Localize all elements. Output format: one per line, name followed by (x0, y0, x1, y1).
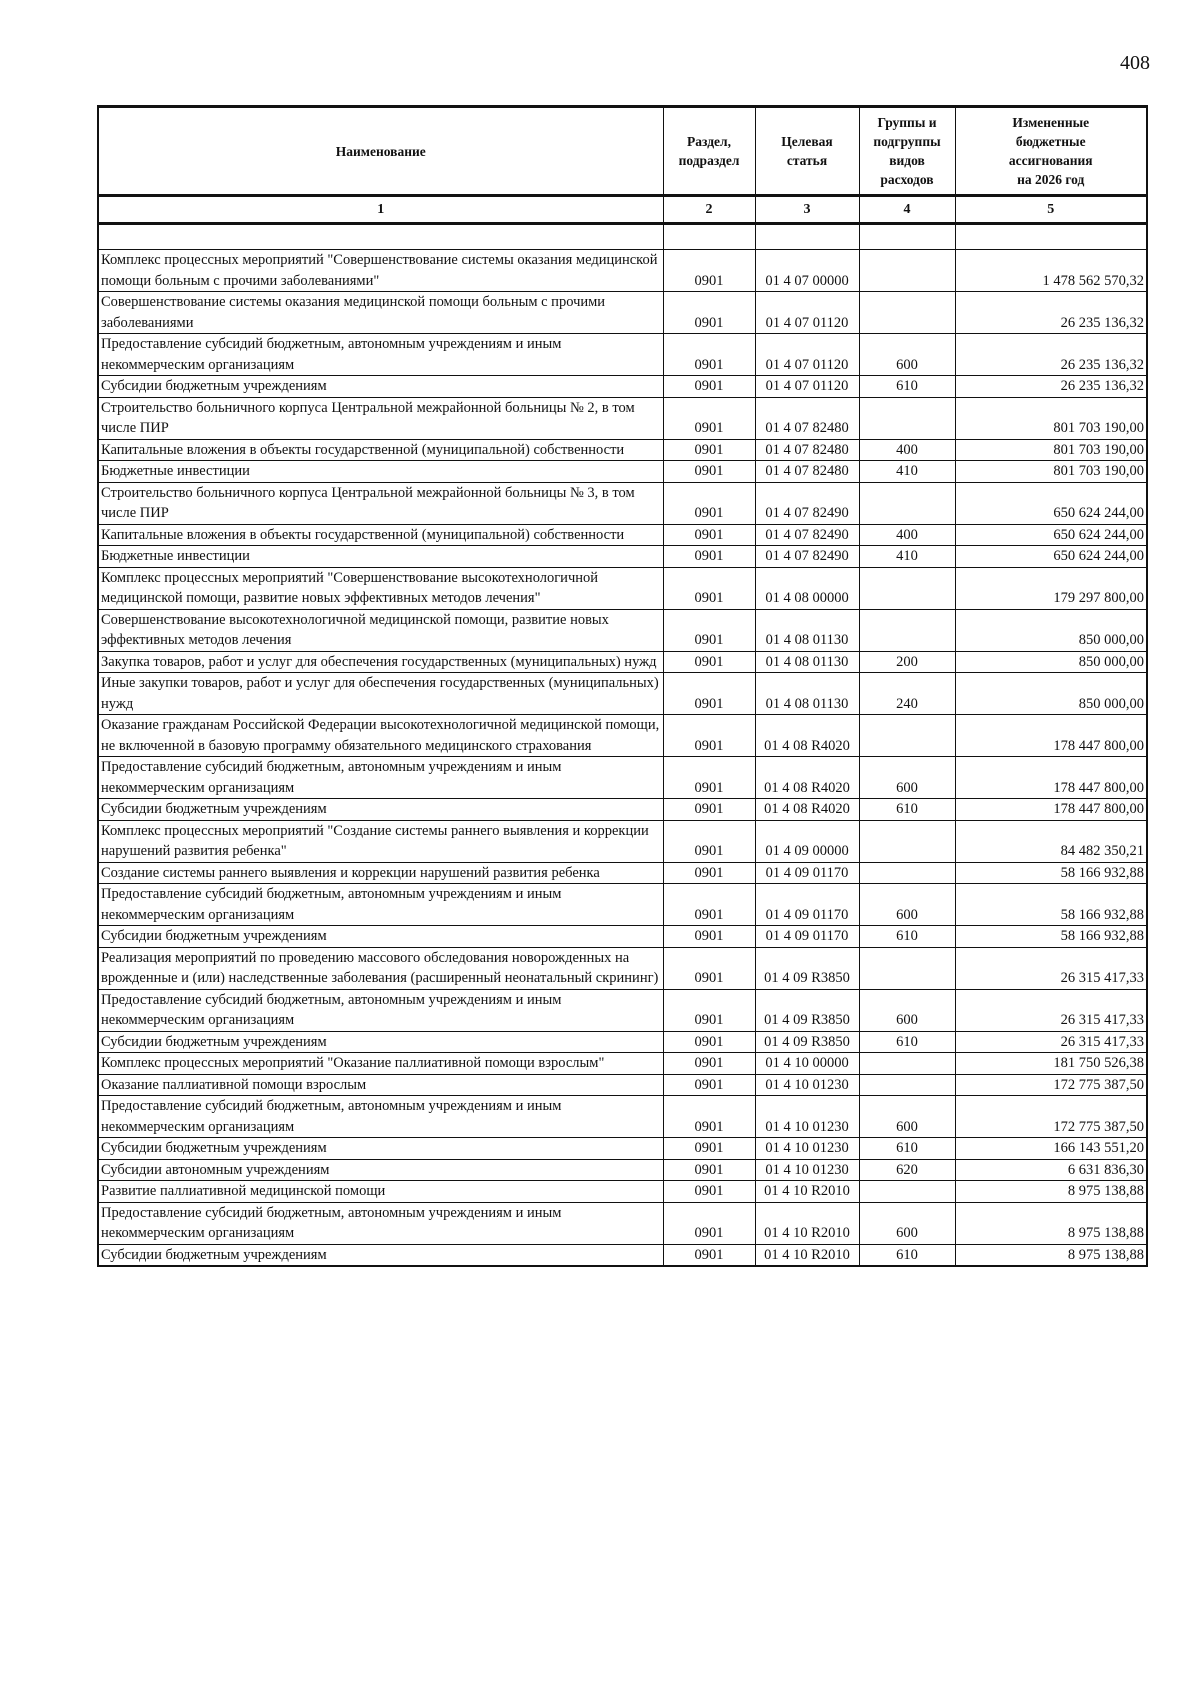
row-amount: 58 166 932,88 (955, 862, 1147, 884)
row-group (859, 1053, 955, 1075)
row-name: Предоставление субсидий бюджетным, автономным учреждениям и иным некоммерческим организациям (98, 884, 663, 926)
row-name: Комплекс процессных мероприятий "Оказание паллиативной помощи взрослым" (98, 1053, 663, 1075)
header-groups: Группы и подгруппы видов расходов (859, 107, 955, 196)
row-name: Оказание гражданам Российской Федерации высокотехнологичной медицинской помощи, не включенной в базовую программу обязательного медицинского страхования (98, 715, 663, 757)
column-number: 4 (859, 196, 955, 224)
row-name: Предоставление субсидий бюджетным, автономным учреждениям и иным некоммерческим организациям (98, 989, 663, 1031)
row-name: Закупка товаров, работ и услуг для обеспечения государственных (муниципальных) нужд (98, 651, 663, 673)
row-name: Реализация мероприятий по проведению массового обследования новорожденных на врожденные и (или) наследственные заболевания (расширенный неонатальный скрининг) (98, 947, 663, 989)
row-amount: 181 750 526,38 (955, 1053, 1147, 1075)
table-body (98, 224, 1147, 1267)
table-row (98, 799, 1147, 821)
row-group (859, 250, 955, 292)
row-amount: 26 235 136,32 (955, 292, 1147, 334)
row-target: 01 4 10 01230 (755, 1138, 859, 1160)
table-row (98, 1244, 1147, 1266)
spacer-row (98, 224, 1147, 250)
row-group (859, 715, 955, 757)
table-row (98, 250, 1147, 292)
row-section: 0901 (663, 989, 755, 1031)
row-target: 01 4 07 82490 (755, 482, 859, 524)
row-name: Субсидии бюджетным учреждениям (98, 926, 663, 948)
header-name: Наименование (98, 107, 663, 196)
row-target: 01 4 07 01120 (755, 292, 859, 334)
row-target: 01 4 07 01120 (755, 376, 859, 398)
row-target: 01 4 08 01130 (755, 651, 859, 673)
row-group: 600 (859, 1202, 955, 1244)
row-group: 610 (859, 926, 955, 948)
row-section: 0901 (663, 1053, 755, 1075)
row-name: Комплекс процессных мероприятий "Создание системы раннего выявления и коррекции нарушений развития ребенка" (98, 820, 663, 862)
row-name: Бюджетные инвестиции (98, 546, 663, 568)
column-number: 5 (955, 196, 1147, 224)
row-section: 0901 (663, 1096, 755, 1138)
table-row (98, 376, 1147, 398)
row-target: 01 4 10 R2010 (755, 1202, 859, 1244)
row-amount: 58 166 932,88 (955, 926, 1147, 948)
row-name: Оказание паллиативной помощи взрослым (98, 1074, 663, 1096)
table-row (98, 292, 1147, 334)
row-group: 610 (859, 799, 955, 821)
row-section: 0901 (663, 376, 755, 398)
row-target: 01 4 08 R4020 (755, 799, 859, 821)
row-name: Субсидии автономным учреждениям (98, 1159, 663, 1181)
row-amount: 650 624 244,00 (955, 524, 1147, 546)
row-name: Субсидии бюджетным учреждениям (98, 799, 663, 821)
row-section: 0901 (663, 799, 755, 821)
row-amount: 801 703 190,00 (955, 461, 1147, 483)
row-target: 01 4 10 R2010 (755, 1181, 859, 1203)
table-row (98, 609, 1147, 651)
table-row (98, 820, 1147, 862)
row-target: 01 4 10 00000 (755, 1053, 859, 1075)
row-amount: 26 315 417,33 (955, 947, 1147, 989)
row-section: 0901 (663, 1159, 755, 1181)
row-section: 0901 (663, 715, 755, 757)
row-amount: 26 235 136,32 (955, 334, 1147, 376)
row-group: 600 (859, 1096, 955, 1138)
row-name: Комплекс процессных мероприятий "Совершенствование системы оказания медицинской помощи больным с прочими заболеваниями" (98, 250, 663, 292)
row-section: 0901 (663, 947, 755, 989)
table-row (98, 567, 1147, 609)
row-amount: 650 624 244,00 (955, 482, 1147, 524)
row-target: 01 4 09 00000 (755, 820, 859, 862)
row-name: Совершенствование системы оказания медицинской помощи больным с прочими заболеваниями (98, 292, 663, 334)
table-row (98, 334, 1147, 376)
table-row (98, 651, 1147, 673)
row-group: 600 (859, 334, 955, 376)
row-amount: 8 975 138,88 (955, 1181, 1147, 1203)
row-name: Иные закупки товаров, работ и услуг для обеспечения государственных (муниципальных) нужд (98, 673, 663, 715)
table-row (98, 989, 1147, 1031)
row-section: 0901 (663, 1244, 755, 1266)
row-name: Капитальные вложения в объекты государственной (муниципальной) собственности (98, 524, 663, 546)
row-name: Развитие паллиативной медицинской помощи (98, 1181, 663, 1203)
row-name: Субсидии бюджетным учреждениям (98, 1138, 663, 1160)
table-row (98, 715, 1147, 757)
table-row (98, 1138, 1147, 1160)
column-number: 1 (98, 196, 663, 224)
header-target: Целевая статья (755, 107, 859, 196)
row-target: 01 4 10 R2010 (755, 1244, 859, 1266)
row-group: 600 (859, 757, 955, 799)
row-amount: 166 143 551,20 (955, 1138, 1147, 1160)
row-target: 01 4 09 01170 (755, 862, 859, 884)
row-section: 0901 (663, 439, 755, 461)
table-row (98, 1202, 1147, 1244)
row-target: 01 4 07 01120 (755, 334, 859, 376)
row-section: 0901 (663, 334, 755, 376)
row-target: 01 4 09 R3850 (755, 1031, 859, 1053)
row-amount: 26 235 136,32 (955, 376, 1147, 398)
row-amount: 6 631 836,30 (955, 1159, 1147, 1181)
header-amount: Измененные бюджетные ассигнования на 2026 год (955, 107, 1147, 196)
row-group: 600 (859, 884, 955, 926)
row-amount: 84 482 350,21 (955, 820, 1147, 862)
table-row (98, 862, 1147, 884)
table-row (98, 1053, 1147, 1075)
row-target: 01 4 09 01170 (755, 884, 859, 926)
row-amount: 850 000,00 (955, 673, 1147, 715)
table-row (98, 1096, 1147, 1138)
budget-table (97, 105, 1148, 1267)
row-group: 400 (859, 439, 955, 461)
page-number: 408 (1120, 52, 1150, 74)
table-row (98, 482, 1147, 524)
row-target: 01 4 08 01130 (755, 609, 859, 651)
row-group (859, 567, 955, 609)
row-group (859, 397, 955, 439)
row-section: 0901 (663, 926, 755, 948)
row-group: 410 (859, 461, 955, 483)
row-target: 01 4 08 R4020 (755, 715, 859, 757)
row-section: 0901 (663, 862, 755, 884)
row-amount: 178 447 800,00 (955, 757, 1147, 799)
table-row (98, 546, 1147, 568)
column-number: 2 (663, 196, 755, 224)
table-row (98, 1031, 1147, 1053)
row-section: 0901 (663, 524, 755, 546)
table-row (98, 1074, 1147, 1096)
row-group (859, 1181, 955, 1203)
header-section: Раздел, подраздел (663, 107, 755, 196)
row-group: 400 (859, 524, 955, 546)
table-row (98, 397, 1147, 439)
row-section: 0901 (663, 673, 755, 715)
row-target: 01 4 08 R4020 (755, 757, 859, 799)
row-name: Субсидии бюджетным учреждениям (98, 1031, 663, 1053)
row-amount: 801 703 190,00 (955, 397, 1147, 439)
row-amount: 26 315 417,33 (955, 1031, 1147, 1053)
row-section: 0901 (663, 1202, 755, 1244)
row-name: Строительство больничного корпуса Центральной межрайонной больницы № 3, в том числе ПИР (98, 482, 663, 524)
row-name: Создание системы раннего выявления и коррекции нарушений развития ребенка (98, 862, 663, 884)
row-group: 610 (859, 376, 955, 398)
row-amount: 178 447 800,00 (955, 715, 1147, 757)
row-target: 01 4 08 00000 (755, 567, 859, 609)
row-group: 620 (859, 1159, 955, 1181)
row-group: 240 (859, 673, 955, 715)
row-section: 0901 (663, 461, 755, 483)
table-row (98, 673, 1147, 715)
row-amount: 1 478 562 570,32 (955, 250, 1147, 292)
row-target: 01 4 07 82480 (755, 439, 859, 461)
row-target: 01 4 09 R3850 (755, 989, 859, 1031)
row-target: 01 4 10 01230 (755, 1159, 859, 1181)
row-section: 0901 (663, 1074, 755, 1096)
row-section: 0901 (663, 651, 755, 673)
row-section: 0901 (663, 250, 755, 292)
column-number-row (98, 196, 1147, 224)
row-amount: 850 000,00 (955, 609, 1147, 651)
row-target: 01 4 07 82490 (755, 524, 859, 546)
row-amount: 178 447 800,00 (955, 799, 1147, 821)
row-name: Предоставление субсидий бюджетным, автономным учреждениям и иным некоммерческим организациям (98, 1202, 663, 1244)
column-number: 3 (755, 196, 859, 224)
row-name: Бюджетные инвестиции (98, 461, 663, 483)
row-amount: 172 775 387,50 (955, 1074, 1147, 1096)
row-section: 0901 (663, 1181, 755, 1203)
row-section: 0901 (663, 292, 755, 334)
row-name: Субсидии бюджетным учреждениям (98, 376, 663, 398)
row-group (859, 609, 955, 651)
row-name: Субсидии бюджетным учреждениям (98, 1244, 663, 1266)
row-section: 0901 (663, 1138, 755, 1160)
row-section: 0901 (663, 884, 755, 926)
row-name: Предоставление субсидий бюджетным, автономным учреждениям и иным некоммерческим организациям (98, 757, 663, 799)
table-row (98, 757, 1147, 799)
row-amount: 850 000,00 (955, 651, 1147, 673)
table-row (98, 524, 1147, 546)
row-target: 01 4 10 01230 (755, 1096, 859, 1138)
row-target: 01 4 07 82490 (755, 546, 859, 568)
table-row (98, 461, 1147, 483)
row-target: 01 4 09 R3850 (755, 947, 859, 989)
table-row (98, 1159, 1147, 1181)
row-group (859, 862, 955, 884)
row-section: 0901 (663, 1031, 755, 1053)
row-target: 01 4 10 01230 (755, 1074, 859, 1096)
row-group (859, 947, 955, 989)
row-group (859, 292, 955, 334)
row-amount: 8 975 138,88 (955, 1202, 1147, 1244)
row-name: Комплекс процессных мероприятий "Совершенствование высокотехнологичной медицинской помощи, развитие новых эффективных методов лечения" (98, 567, 663, 609)
row-name: Предоставление субсидий бюджетным, автономным учреждениям и иным некоммерческим организациям (98, 334, 663, 376)
row-target: 01 4 07 82480 (755, 461, 859, 483)
row-group (859, 1074, 955, 1096)
row-target: 01 4 07 00000 (755, 250, 859, 292)
row-section: 0901 (663, 482, 755, 524)
row-section: 0901 (663, 757, 755, 799)
row-amount: 26 315 417,33 (955, 989, 1147, 1031)
row-group: 200 (859, 651, 955, 673)
row-amount: 801 703 190,00 (955, 439, 1147, 461)
row-section: 0901 (663, 546, 755, 568)
row-name: Предоставление субсидий бюджетным, автономным учреждениям и иным некоммерческим организациям (98, 1096, 663, 1138)
table-row (98, 947, 1147, 989)
row-group: 610 (859, 1138, 955, 1160)
row-section: 0901 (663, 567, 755, 609)
table-row (98, 884, 1147, 926)
row-target: 01 4 09 01170 (755, 926, 859, 948)
row-name: Совершенствование высокотехнологичной медицинской помощи, развитие новых эффективных методов лечения (98, 609, 663, 651)
row-group (859, 820, 955, 862)
row-section: 0901 (663, 609, 755, 651)
row-group (859, 482, 955, 524)
row-section: 0901 (663, 397, 755, 439)
row-group: 410 (859, 546, 955, 568)
row-group: 600 (859, 989, 955, 1031)
row-name: Строительство больничного корпуса Центральной межрайонной больницы № 2, в том числе ПИР (98, 397, 663, 439)
header-row (98, 107, 1147, 196)
row-section: 0901 (663, 820, 755, 862)
row-group: 610 (859, 1031, 955, 1053)
row-amount: 179 297 800,00 (955, 567, 1147, 609)
row-name: Капитальные вложения в объекты государственной (муниципальной) собственности (98, 439, 663, 461)
row-target: 01 4 07 82480 (755, 397, 859, 439)
row-amount: 172 775 387,50 (955, 1096, 1147, 1138)
row-amount: 8 975 138,88 (955, 1244, 1147, 1266)
row-amount: 650 624 244,00 (955, 546, 1147, 568)
table-row (98, 1181, 1147, 1203)
table-row (98, 439, 1147, 461)
row-amount: 58 166 932,88 (955, 884, 1147, 926)
row-group: 610 (859, 1244, 955, 1266)
row-target: 01 4 08 01130 (755, 673, 859, 715)
table-row (98, 926, 1147, 948)
